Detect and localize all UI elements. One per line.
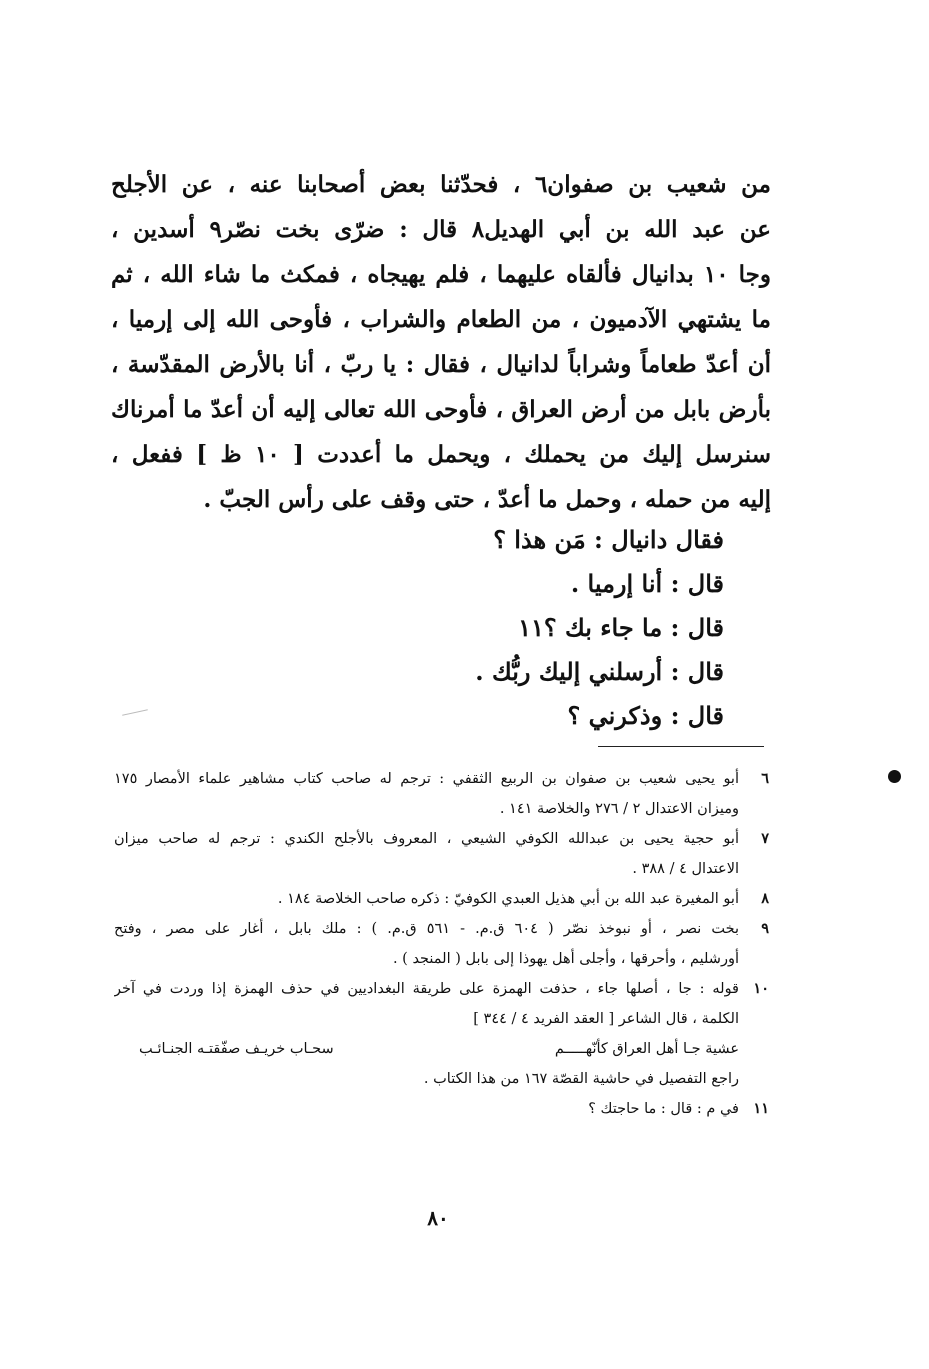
footnote-line: أبو يحيى شعيب بن صفوان بن الربيع الثقفي : ترجم له صاحب كتاب مشاهير علماء الأمصار ١٧٥: [114, 771, 739, 787]
footnote-line: قوله : جا ، أصلها جاء ، حذفت الهمزة على طريقة البغداديين في حذف الهمزة إذا وردت في آخر: [114, 981, 739, 997]
main-text-line: ما يشتهي الآدميون ، من الطعام والشراب ، فأوحى الله إلى إرميا ،: [111, 306, 771, 333]
footnote-number: ٩: [761, 920, 769, 937]
dialogue-line: قال : ما جاء بك ؟١١: [518, 613, 724, 642]
footnote-line: الكلمة ، قال الشاعر [ العقد الفريد ٤ / ٣٤٤ ]: [473, 1011, 739, 1027]
footnote-line: أبو المغيرة عبد الله بن أبي هذيل العبدي الكوفيّ : ذكره صاحب الخلاصة ١٨٤ .: [277, 891, 739, 907]
dialogue-line: فقال دانيال : مَن هذا ؟: [493, 525, 724, 554]
main-text-line: سنرسل إليك من يحملك ، ويحمل ما أعددت [ ١٠ ظ ] ففعل ،: [111, 441, 771, 468]
poem-hemistich-second: سحـاب خريـف صفّقتـه الجنـائـب: [139, 1041, 334, 1057]
footnote-line: وميزان الاعتدال ٢ / ٢٧٦ والخلاصة ١٤١ .: [499, 801, 739, 817]
footnote-number: ٧: [761, 830, 769, 847]
poem-verse: [139, 1034, 739, 1064]
footnote-10: [114, 974, 769, 1034]
footnote-10-continuation: [114, 1064, 769, 1094]
dialogue: [475, 518, 724, 738]
main-text-line: من شعيب بن صفوان٦ ، فحدّثنا بعض أصحابنا عنه ، عن الأجلح: [111, 171, 771, 198]
footnote-number: ١١: [753, 1100, 769, 1117]
footnote-number: ٦: [761, 770, 769, 787]
footnote-separator: [598, 746, 764, 747]
dialogue-line: قال : وذكرني ؟: [567, 701, 724, 730]
main-text-line: عن عبد الله بن أبي الهديل٨ قال : ضرّى بخت نصّر٩ أسدين ،: [111, 216, 771, 243]
footnote-number: ١٠: [753, 980, 769, 997]
footnote-6: [114, 764, 769, 824]
main-text-line: إليه من حمله ، وحمل ما أعدّ ، حتى وقف على رأس الجبّ .: [203, 486, 771, 513]
footnote-11: [114, 1094, 769, 1124]
main-text: [111, 162, 771, 522]
footnote-line: بخت نصر ، أو نبوخذ نصّر ( ٦٠٤ ق.م. - ٥٦١ ق.م. ) : ملك بابل ، أغار على مصر ، وفتح: [114, 921, 739, 937]
main-text-line: وجا ١٠ بدانيال فألقاه عليهما ، فلم يهيجاه ، فمكث ما شاء الله ، ثم: [111, 261, 771, 288]
dialogue-line: قال : أرسلني إليك ربُّك .: [475, 657, 724, 686]
main-text-line: أن أعدّ طعاماً وشراباً لدانيال ، فقال : يا ربّ ، أنا بالأرض المقدّسة ،: [111, 351, 771, 378]
dialogue-line: قال : أنا إرميا .: [570, 569, 724, 598]
poem-hemistich-first: عشية جـا أهل العراق كأنّهـــــم: [554, 1041, 739, 1057]
footnote-line: الاعتدال ٤ / ٣٨٨ .: [632, 861, 739, 877]
footnote-line: أورشليم ، وأحرقها ، وأجلى أهل يهوذا إلى بابل ( المنجد ) .: [392, 951, 739, 967]
page-number: ٨٠: [427, 1206, 449, 1230]
footnote-number: ٨: [761, 890, 769, 907]
footnote-8: [114, 884, 769, 914]
main-text-line: بأرض بابل من أرض العراق ، فأوحى الله تعالى إليه أن أعدّ ما أمرناك: [111, 396, 771, 423]
scan-mark: [122, 709, 148, 715]
footnotes: [114, 764, 769, 1124]
footnote-line: راجع التفصيل في حاشية القصّة ١٦٧ من هذا الكتاب .: [423, 1071, 739, 1087]
ink-dot: [888, 770, 901, 783]
footnote-9: [114, 914, 769, 974]
footnote-7: [114, 824, 769, 884]
footnote-line: في م : قال : ما حاجتك ؟: [588, 1101, 739, 1117]
footnote-line: أبو حجية يحيى بن عبدالله الكوفي الشيعي ، المعروف بالأجلح الكندي : ترجم له صاحب ميزان: [114, 831, 739, 847]
